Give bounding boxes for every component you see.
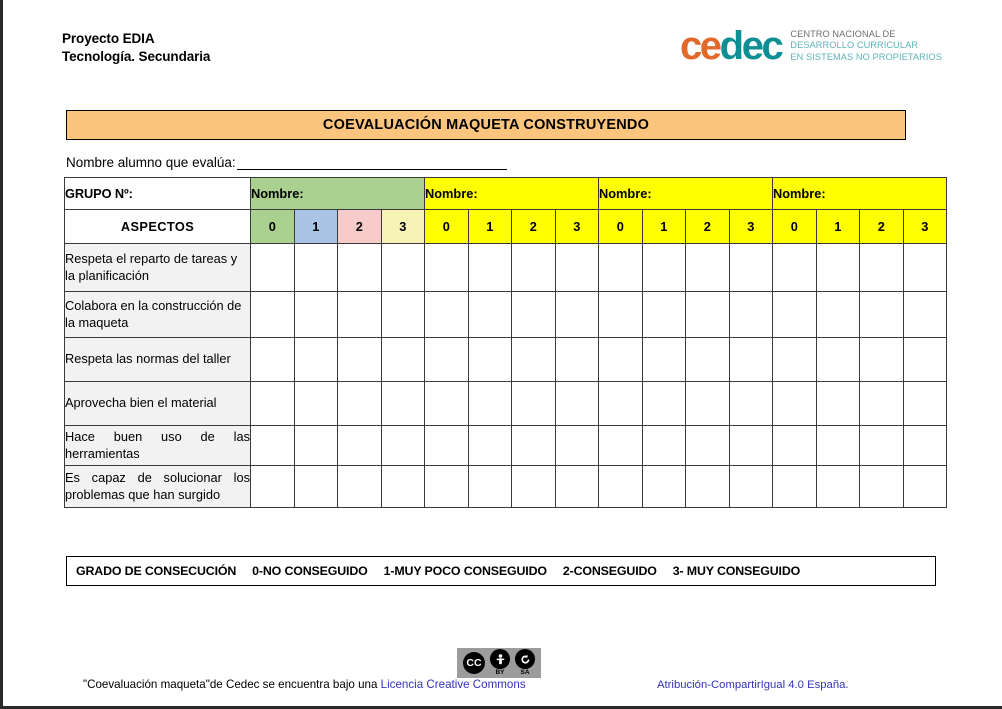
score-cell-2-g3-2[interactable]	[686, 292, 730, 338]
table-header-row-groups	[65, 178, 947, 210]
legend-item-2: 2-CONSEGUIDO	[562, 564, 657, 578]
score-cell-6-g1-1[interactable]	[294, 466, 338, 508]
aspect-label-3: Respeta las normas del taller	[65, 338, 251, 382]
score-cell-3-g4-2[interactable]	[860, 338, 904, 382]
table-header-row-scores	[65, 210, 947, 244]
score-cell-3-g3-0[interactable]	[599, 338, 643, 382]
header-line-2: Tecnología. Secundaria	[62, 49, 211, 65]
score-cell-1-g3-2[interactable]	[686, 244, 730, 292]
score-cell-4-g2-3[interactable]	[555, 382, 599, 426]
achievement-legend	[66, 556, 936, 586]
score-cell-3-g4-3[interactable]	[903, 338, 947, 382]
score-cell-6-g1-0[interactable]	[251, 466, 295, 508]
score-cell-2-g4-0[interactable]	[773, 292, 817, 338]
license-statement-text: "Coevaluación maqueta"de Cedec se encuentra bajo una	[83, 678, 381, 691]
score-cell-5-g2-2[interactable]	[512, 426, 556, 466]
creative-commons-license-link[interactable]: Licencia Creative Commons	[380, 678, 526, 691]
score-header-g3-2: 2	[686, 210, 730, 244]
score-cell-4-g4-3[interactable]	[903, 382, 947, 426]
score-cell-5-g3-0[interactable]	[599, 426, 643, 466]
legend-item-1: 1-MUY POCO CONSEGUIDO	[383, 564, 547, 578]
score-cell-3-g4-0[interactable]	[773, 338, 817, 382]
score-header-g3-3: 3	[729, 210, 773, 244]
score-cell-3-g4-1[interactable]	[816, 338, 860, 382]
score-header-g1-1: 1	[294, 210, 338, 244]
score-cell-3-g1-1[interactable]	[294, 338, 338, 382]
score-header-g3-0: 0	[599, 210, 643, 244]
document-title-banner: COEVALUACIÓN MAQUETA CONSTRUYENDO	[66, 110, 906, 140]
table-row	[65, 426, 947, 466]
score-cell-1-g1-3[interactable]	[381, 244, 425, 292]
legend-item-3: 3- MUY CONSEGUIDO	[672, 564, 801, 578]
legend-item-0: 0-NO CONSEGUIDO	[252, 564, 368, 578]
score-cell-1-g1-2[interactable]	[338, 244, 382, 292]
score-cell-4-g2-1[interactable]	[468, 382, 512, 426]
aspect-label-5: Hace buen uso de las herramientas	[65, 426, 251, 466]
score-cell-5-g4-3[interactable]	[903, 426, 947, 466]
score-header-g4-3: 3	[903, 210, 947, 244]
score-cell-5-g3-3[interactable]	[729, 426, 773, 466]
score-cell-1-g1-0[interactable]	[251, 244, 295, 292]
score-cell-2-g3-0[interactable]	[599, 292, 643, 338]
score-cell-5-g1-2[interactable]	[338, 426, 382, 466]
score-cell-4-g1-3[interactable]	[381, 382, 425, 426]
score-cell-6-g4-2[interactable]	[860, 466, 904, 508]
score-cell-1-g3-0[interactable]	[599, 244, 643, 292]
score-cell-2-g4-2[interactable]	[860, 292, 904, 338]
score-cell-3-g2-1[interactable]	[468, 338, 512, 382]
score-cell-2-g3-3[interactable]	[729, 292, 773, 338]
score-cell-6-g4-3[interactable]	[903, 466, 947, 508]
score-cell-1-g2-0[interactable]	[425, 244, 469, 292]
evaluator-name-field	[66, 155, 507, 170]
score-cell-6-g4-0[interactable]	[773, 466, 817, 508]
aspect-label-1: Respeta el reparto de tareas y la planificación	[65, 244, 251, 292]
score-cell-6-g3-3[interactable]	[729, 466, 773, 508]
cc-circle-icon: CC	[463, 652, 485, 674]
group-name-cell-2[interactable]: Nombre:	[425, 178, 599, 210]
score-cell-4-g3-0[interactable]	[599, 382, 643, 426]
score-cell-4-g4-1[interactable]	[816, 382, 860, 426]
score-cell-6-g3-1[interactable]	[642, 466, 686, 508]
coevaluation-table	[64, 177, 947, 508]
score-header-g1-3: 3	[381, 210, 425, 244]
cc-sa-icon	[515, 649, 535, 677]
legend-title: GRADO DE CONSECUCIÓN	[76, 564, 237, 578]
score-cell-4-g3-2[interactable]	[686, 382, 730, 426]
cedec-logo-subtitle-line1: CENTRO NACIONAL DE	[790, 29, 896, 40]
score-cell-4-g4-2[interactable]	[860, 382, 904, 426]
table-row	[65, 466, 947, 508]
score-cell-5-g3-1[interactable]	[642, 426, 686, 466]
table-row	[65, 244, 947, 292]
score-cell-2-g2-3[interactable]	[555, 292, 599, 338]
score-cell-1-g1-1[interactable]	[294, 244, 338, 292]
cedec-logo-ce: ce	[679, 24, 720, 68]
cedec-logo-wordmark	[680, 26, 781, 66]
score-cell-4-g3-3[interactable]	[729, 382, 773, 426]
score-cell-6-g2-1[interactable]	[468, 466, 512, 508]
score-header-g2-2: 2	[512, 210, 556, 244]
score-cell-2-g3-1[interactable]	[642, 292, 686, 338]
aspects-header-cell: ASPECTOS	[65, 210, 251, 244]
score-header-g4-2: 2	[860, 210, 904, 244]
score-cell-4-g2-0[interactable]	[425, 382, 469, 426]
cc-by-caption: BY	[495, 669, 505, 677]
table-row	[65, 338, 947, 382]
share-alike-arrow-icon	[515, 649, 535, 669]
score-header-g4-1: 1	[816, 210, 860, 244]
header-line-1: Proyecto EDIA	[62, 31, 155, 46]
score-cell-2-g1-2[interactable]	[338, 292, 382, 338]
score-cell-6-g2-0[interactable]	[425, 466, 469, 508]
score-cell-4-g1-0[interactable]	[251, 382, 295, 426]
score-cell-5-g4-2[interactable]	[860, 426, 904, 466]
score-cell-4-g1-1[interactable]	[294, 382, 338, 426]
score-cell-1-g3-1[interactable]	[642, 244, 686, 292]
score-header-g2-1: 1	[468, 210, 512, 244]
score-cell-2-g2-0[interactable]	[425, 292, 469, 338]
evaluator-name-label: Nombre alumno que evalúa:	[66, 155, 236, 170]
score-cell-3-g2-2[interactable]	[512, 338, 556, 382]
cc-by-icon	[490, 649, 510, 677]
score-cell-6-g4-1[interactable]	[816, 466, 860, 508]
cedec-logo-subtitle	[790, 29, 942, 63]
score-cell-3-g1-0[interactable]	[251, 338, 295, 382]
score-cell-5-g4-1[interactable]	[816, 426, 860, 466]
cc-sa-caption: SA	[520, 669, 530, 677]
score-cell-2-g2-1[interactable]	[468, 292, 512, 338]
cedec-logo-subtitle-line3: EN SISTEMAS NO PROPIETARIOS	[790, 51, 942, 62]
group-name-cell-4[interactable]: Nombre:	[773, 178, 947, 210]
group-name-cell-3[interactable]: Nombre:	[599, 178, 773, 210]
score-cell-1-g3-3[interactable]	[729, 244, 773, 292]
score-cell-3-g3-3[interactable]	[729, 338, 773, 382]
aspect-label-2: Colabora en la construcción de la maqueta	[65, 292, 251, 338]
score-cell-5-g2-1[interactable]	[468, 426, 512, 466]
score-cell-1-g4-2[interactable]	[860, 244, 904, 292]
score-cell-4-g2-2[interactable]	[512, 382, 556, 426]
score-cell-3-g2-0[interactable]	[425, 338, 469, 382]
score-cell-1-g4-0[interactable]	[773, 244, 817, 292]
score-cell-6-g3-2[interactable]	[686, 466, 730, 508]
score-header-g2-3: 3	[555, 210, 599, 244]
score-cell-2-g1-0[interactable]	[251, 292, 295, 338]
score-cell-2-g1-1[interactable]	[294, 292, 338, 338]
score-cell-6-g3-0[interactable]	[599, 466, 643, 508]
score-cell-5-g4-0[interactable]	[773, 426, 817, 466]
score-cell-5-g1-0[interactable]	[251, 426, 295, 466]
score-cell-3-g2-3[interactable]	[555, 338, 599, 382]
license-type-link[interactable]: Atribución-CompartirIgual 4.0 España.	[657, 679, 849, 691]
score-cell-6-g1-3[interactable]	[381, 466, 425, 508]
cc-logo-icon	[463, 652, 485, 674]
table-row	[65, 292, 947, 338]
group-number-cell[interactable]: GRUPO Nº:	[65, 178, 251, 210]
score-cell-6-g2-2[interactable]	[512, 466, 556, 508]
cedec-logo-subtitle-line2: DESARROLLO CURRICULAR	[790, 40, 919, 51]
evaluator-name-input[interactable]	[237, 156, 507, 170]
score-cell-2-g4-1[interactable]	[816, 292, 860, 338]
score-cell-3-g1-3[interactable]	[381, 338, 425, 382]
score-cell-3-g3-1[interactable]	[642, 338, 686, 382]
score-cell-1-g4-1[interactable]	[816, 244, 860, 292]
person-icon	[490, 649, 510, 669]
group-name-cell-1[interactable]: Nombre:	[251, 178, 425, 210]
score-cell-3-g1-2[interactable]	[338, 338, 382, 382]
score-cell-2-g4-3[interactable]	[903, 292, 947, 338]
creative-commons-badge[interactable]	[457, 648, 541, 678]
score-cell-5-g2-3[interactable]	[555, 426, 599, 466]
score-header-g2-0: 0	[425, 210, 469, 244]
score-cell-2-g1-3[interactable]	[381, 292, 425, 338]
score-cell-2-g2-2[interactable]	[512, 292, 556, 338]
score-header-g1-2: 2	[338, 210, 382, 244]
score-cell-1-g2-3[interactable]	[555, 244, 599, 292]
aspect-label-4: Aprovecha bien el material	[65, 382, 251, 426]
score-header-g1-0: 0	[251, 210, 295, 244]
license-statement	[83, 678, 526, 691]
score-cell-5-g1-1[interactable]	[294, 426, 338, 466]
score-header-g3-1: 1	[642, 210, 686, 244]
score-header-g4-0: 0	[773, 210, 817, 244]
score-cell-5-g1-3[interactable]	[381, 426, 425, 466]
score-cell-6-g2-3[interactable]	[555, 466, 599, 508]
score-cell-5-g2-0[interactable]	[425, 426, 469, 466]
table-row	[65, 382, 947, 426]
score-cell-3-g3-2[interactable]	[686, 338, 730, 382]
score-cell-4-g4-0[interactable]	[773, 382, 817, 426]
cedec-logo-dec: dec	[719, 24, 782, 68]
score-cell-5-g3-2[interactable]	[686, 426, 730, 466]
cedec-logo	[680, 26, 942, 66]
document-header	[62, 30, 210, 66]
score-cell-1-g2-1[interactable]	[468, 244, 512, 292]
aspect-label-6: Es capaz de solucionar los problemas que han surgido	[65, 466, 251, 508]
score-cell-4-g1-2[interactable]	[338, 382, 382, 426]
score-cell-4-g3-1[interactable]	[642, 382, 686, 426]
score-cell-1-g2-2[interactable]	[512, 244, 556, 292]
score-cell-6-g1-2[interactable]	[338, 466, 382, 508]
score-cell-1-g4-3[interactable]	[903, 244, 947, 292]
